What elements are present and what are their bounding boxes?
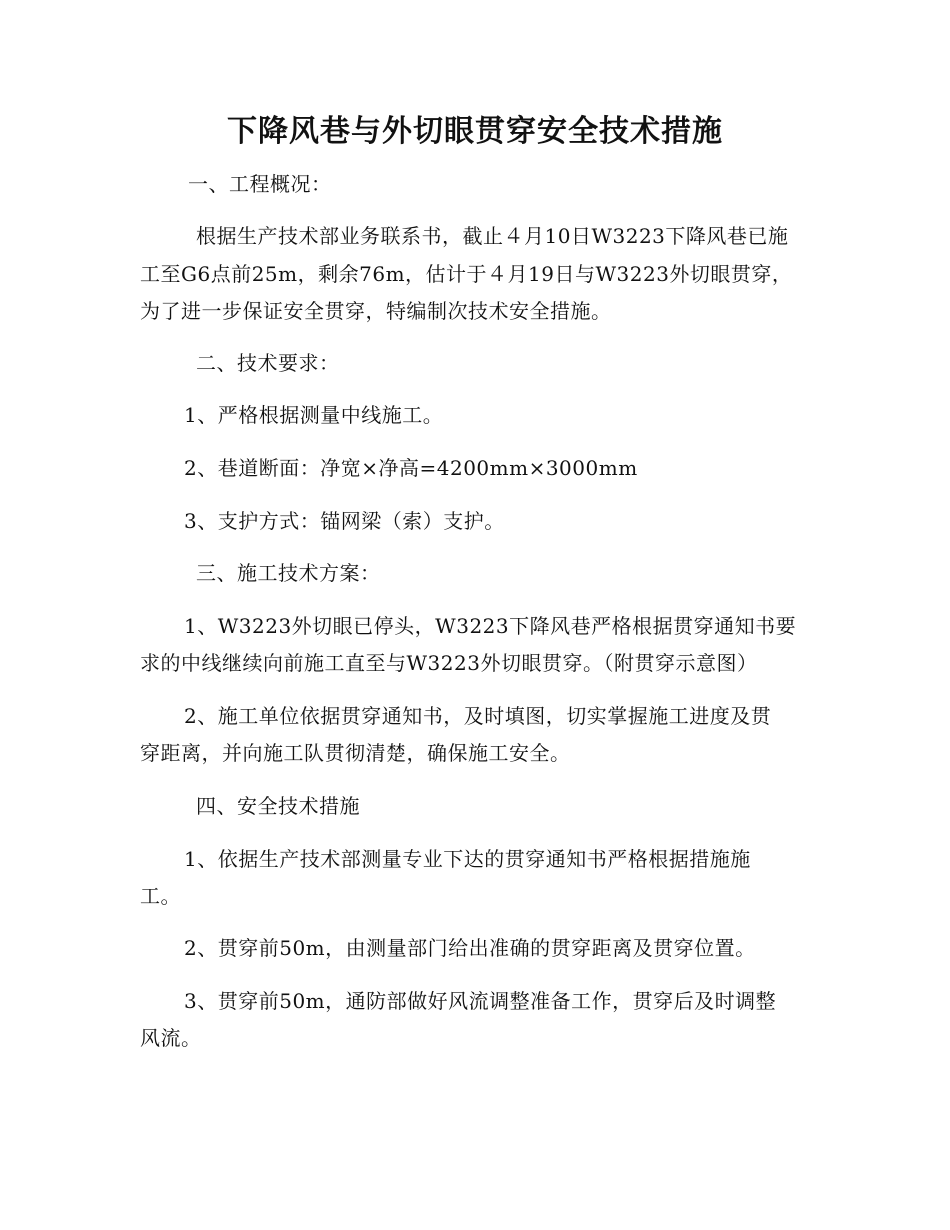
section-heading-plan: 三、施工技术方案： — [196, 561, 381, 585]
section-heading-safety: 四、安全技术措施 — [196, 794, 360, 818]
safety-item-1-line-1: 1、依据生产技术部测量专业下达的贯穿通知书严格根据措施施 — [184, 847, 751, 871]
overview-line-3: 为了进一步保证安全贯穿，特编制次技术安全措施。 — [140, 299, 612, 323]
plan-item-2-line-2: 穿距离，并向施工队贯彻清楚，确保施工安全。 — [140, 741, 571, 765]
overview-line-2: 工至G6点前25m，剩余76m，估计于４月19日与W3223外切眼贯穿， — [140, 262, 793, 286]
requirement-item-3: 3、支护方式：锚网梁（索）支护。 — [184, 509, 505, 533]
requirement-item-2: 2、巷道断面：净宽×净高=4200mm×3000mm — [184, 456, 638, 480]
safety-item-3-line-2: 风流。 — [140, 1026, 202, 1050]
requirement-item-1: 1、严格根据测量中线施工。 — [184, 403, 444, 427]
plan-item-1-line-1: 1、W3223外切眼已停头，W3223下降风巷严格根据贯穿通知书要 — [184, 614, 797, 638]
section-heading-requirements: 二、技术要求： — [196, 351, 340, 375]
plan-item-2-line-1: 2、施工单位依据贯穿通知书，及时填图，切实掌握施工进度及贯 — [184, 704, 772, 728]
safety-item-1-line-2: 工。 — [140, 884, 181, 908]
safety-item-3-line-1: 3、贯穿前50m，通防部做好风流调整准备工作，贯穿后及时调整 — [184, 989, 777, 1013]
document-title: 下降风巷与外切眼贯穿安全技术措施 — [227, 114, 723, 149]
plan-item-1-line-2: 求的中线继续向前施工直至与W3223外切眼贯穿。（附贯穿示意图） — [140, 651, 758, 675]
overview-line-1: 根据生产技术部业务联系书，截止４月10日W3223下降风巷已施 — [196, 224, 789, 248]
safety-item-2: 2、贯穿前50m，由测量部门给出准确的贯穿距离及贯穿位置。 — [184, 936, 756, 960]
section-heading-overview: 一、工程概况： — [188, 172, 332, 196]
